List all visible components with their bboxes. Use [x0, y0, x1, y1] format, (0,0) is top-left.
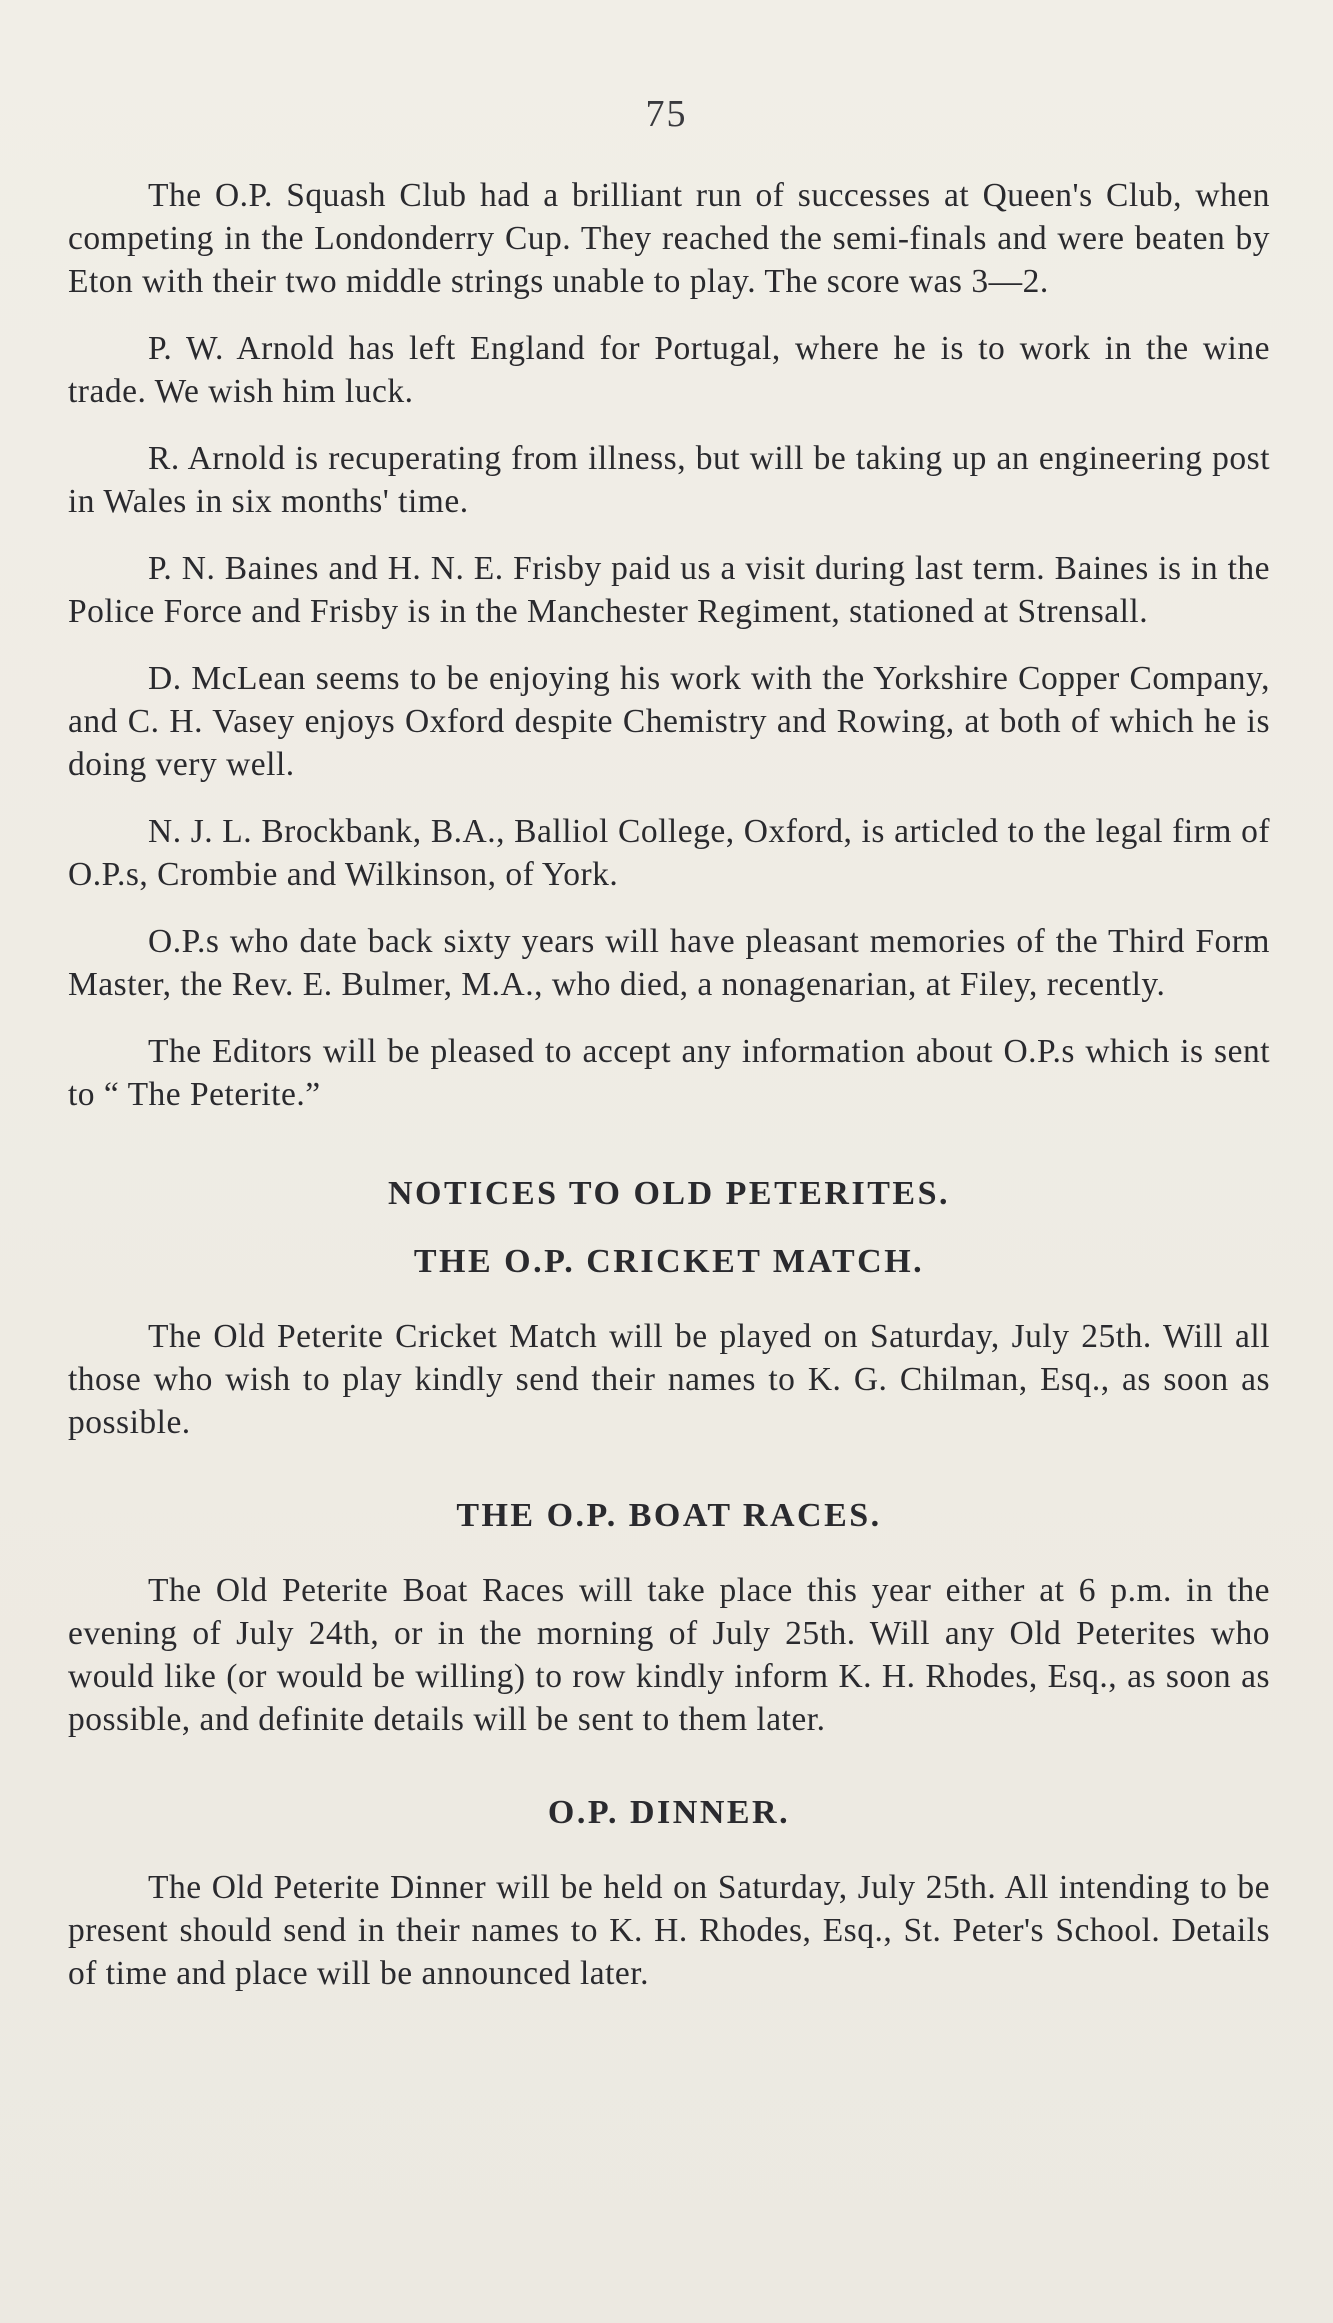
news-paragraph-pw-arnold: P. W. Arnold has left England for Portugal, where he is to work in the wine trade. We wish him luck. [68, 330, 1270, 410]
news-paragraph-baines-frisby: P. N. Baines and H. N. E. Frisby paid us a visit during last term. Baines is in the Police Force and Frisby is in the Manchester Regiment, stationed at Strensall. [68, 550, 1270, 630]
news-paragraph-bulmer: O.P.s who date back sixty years will have pleasant memories of the Third Form Master, the Rev. E. Bulmer, M.A., who died, a nonagenarian, at Filey, recently. [68, 923, 1270, 1003]
dinner-heading: O.P. DINNER. [547, 1794, 791, 1831]
news-paragraph-editors: The Editors will be pleased to accept any information about O.P.s which is sent to “ The Peterite.” [68, 1033, 1270, 1113]
boat-races-heading: THE O.P. BOAT RACES. [456, 1497, 882, 1534]
page-content [68, 174, 1270, 1995]
news-paragraph-brockbank: N. J. L. Brockbank, B.A., Balliol College, Oxford, is articled to the legal firm of O.P.s, Crombie and Wilkinson, of York. [68, 813, 1270, 893]
news-paragraph-squash-club: The O.P. Squash Club had a brilliant run of successes at Queen's Club, when competing in the Londonderry Cup. They reached the semi-finals and were beaten by Eton with their two middle strings unable to play. The score was 3—2. [68, 177, 1270, 300]
dinner-text: The Old Peterite Dinner will be held on Saturday, July 25th. All intending to be present should send in their names to K. H. Rhodes, Esq., St. Peter's School. Details of time and place will be announced later. [68, 1869, 1270, 1992]
notices-heading: NOTICES TO OLD PETERITES. [388, 1175, 950, 1212]
news-paragraph-mclean-vasey: D. McLean seems to be enjoying his work with the Yorkshire Copper Company, and C. H. Vasey enjoys Oxford despite Chemistry and Rowing, at both of which he is doing very well. [68, 660, 1270, 783]
news-paragraph-r-arnold: R. Arnold is recuperating from illness, but will be taking up an engineering post in Wales in six months' time. [68, 440, 1270, 520]
cricket-match-heading: THE O.P. CRICKET MATCH. [413, 1243, 925, 1280]
cricket-match-text: The Old Peterite Cricket Match will be played on Saturday, July 25th. Will all those who wish to play kindly send their names to K. G. Chilman, Esq., as soon as possible. [68, 1318, 1270, 1441]
page-number: 75 [645, 93, 688, 135]
boat-races-text: The Old Peterite Boat Races will take place this year either at 6 p.m. in the evening of July 24th, or in the morning of July 25th. Will any Old Peterites who would like (or would be willing) to row kindly inform K. H. Rhodes, Esq., as soon as possible, and definite details will be sent to them later. [68, 1572, 1270, 1738]
